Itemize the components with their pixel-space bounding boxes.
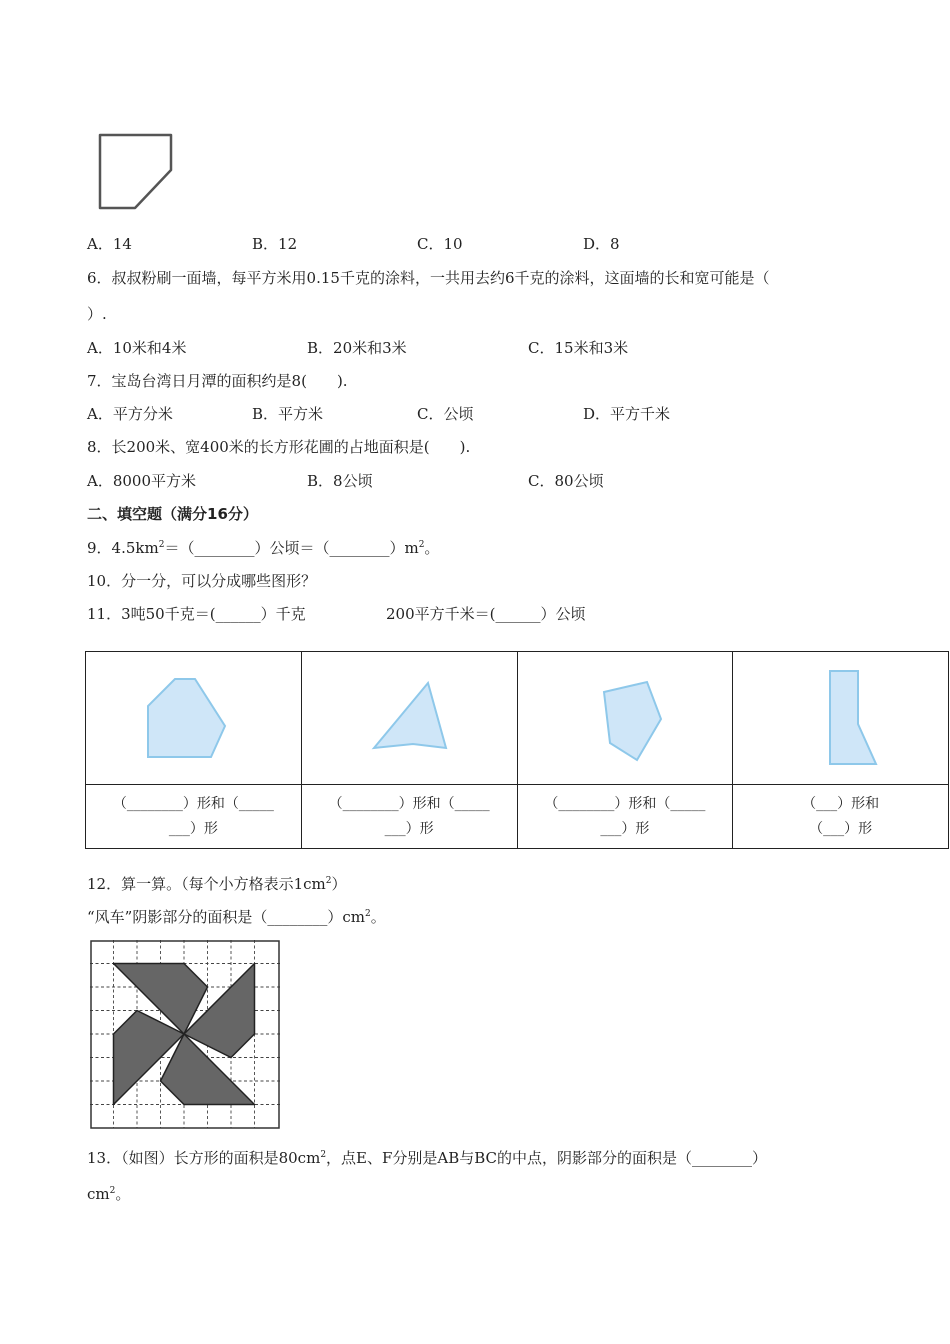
shape-split-table xyxy=(85,651,949,849)
triangle-shape xyxy=(309,658,509,778)
answer-blank-line1[interactable]: （________）形和（_____ xyxy=(544,795,706,812)
quadrilateral-shape xyxy=(525,658,725,778)
q5-option-c[interactable]: C．10 xyxy=(417,235,463,253)
q9-sup-1: 2 xyxy=(158,540,165,550)
q7-options xyxy=(87,404,887,424)
shape-cell-3 xyxy=(517,652,733,785)
answer-blank-line2[interactable]: ___）形 xyxy=(168,820,218,837)
q12-sub-text-2: 。 xyxy=(370,908,386,926)
q9-text-2: ＝（________）公顷＝（________）m xyxy=(164,539,419,557)
q6-option-a[interactable]: A．10米和4米 xyxy=(87,339,187,357)
q9-sup-2: 2 xyxy=(418,540,425,550)
pinwheel-grid-figure xyxy=(90,940,281,1130)
q6-option-b[interactable]: B．20米和3米 xyxy=(307,339,407,357)
pentagon-figure xyxy=(95,130,177,212)
q13-text-1: 13．（如图）长方形的面积是80cm xyxy=(87,1149,321,1167)
l-trapezoid-shape xyxy=(741,658,941,778)
answer-blank-line2[interactable]: ___）形 xyxy=(600,820,650,837)
q12-sub-sup: 2 xyxy=(364,909,371,919)
q7-option-a[interactable]: A．平方分米 xyxy=(87,405,173,423)
answer-blank-line1[interactable]: （________）形和（_____ xyxy=(328,795,490,812)
q13-text-2: ，点E、F分别是AB与BC的中点，阴影部分的面积是（________） xyxy=(326,1149,768,1167)
answer-blank-line1[interactable]: （________）形和（_____ xyxy=(112,795,274,812)
q13-question-line2 xyxy=(87,1184,130,1204)
q9-text-3: 。 xyxy=(424,539,440,557)
q7-option-c[interactable]: C．公顷 xyxy=(417,405,474,423)
q5-options xyxy=(87,234,887,254)
q12-sup: 2 xyxy=(325,876,332,886)
pentagon-shape xyxy=(93,658,293,778)
q12-text-2: ） xyxy=(331,875,347,893)
q8-options xyxy=(87,471,887,491)
answer-cell-3 xyxy=(517,785,733,849)
q12-question xyxy=(87,874,347,894)
q13-unit-sup: 2 xyxy=(109,1186,116,1196)
answer-cell-1 xyxy=(86,785,302,849)
q11-question-part1: 11．3吨50千克＝(______）千克 xyxy=(87,605,306,623)
q9-question xyxy=(87,538,439,558)
section-title: 二、填空题（满分16分） xyxy=(87,505,258,523)
q13-sup: 2 xyxy=(320,1150,327,1160)
q11-question-part2: 200平方千米＝(______）公顷 xyxy=(386,605,586,623)
q13-end: 。 xyxy=(115,1185,131,1203)
q13-unit: cm xyxy=(87,1185,110,1203)
shape-cell-4 xyxy=(733,652,949,785)
q10-question: 10．分一分，可以分成哪些图形？ xyxy=(87,572,317,590)
q12-sub-text-1: “风车”阴影部分的面积是（________）cm xyxy=(87,908,365,926)
q6-question-line1: 6．叔叔粉刷一面墙，每平方米用0.15千克的涂料，一共用去约6千克的涂料，这面墙的长和宽可能是（ xyxy=(87,269,770,287)
q7-option-d[interactable]: D．平方千米 xyxy=(583,405,671,423)
q8-option-c[interactable]: C．80公顷 xyxy=(528,472,604,490)
q8-option-a[interactable]: A．8000平方米 xyxy=(87,472,197,490)
answer-cell-4 xyxy=(733,785,949,849)
answer-blank-line2[interactable]: （___）形 xyxy=(809,820,873,837)
q13-question xyxy=(87,1148,767,1168)
q5-option-d[interactable]: D．8 xyxy=(583,235,620,253)
q9-text-1: 9．4.5km xyxy=(87,539,159,557)
q8-question: 8．长200米、宽400米的长方形花圃的占地面积是( ). xyxy=(87,438,471,456)
q12-text-1: 12．算一算。（每个小方格表示1cm xyxy=(87,875,326,893)
answer-blank-line2[interactable]: ___）形 xyxy=(384,820,434,837)
answer-blank-line1[interactable]: （___）形和 xyxy=(802,795,880,812)
q7-question: 7．宝岛台湾日月潭的面积约是8( ). xyxy=(87,372,348,390)
q6-options xyxy=(87,338,887,358)
answer-cell-2 xyxy=(301,785,517,849)
shape-cell-2 xyxy=(301,652,517,785)
q12-subquestion xyxy=(87,907,386,927)
q7-option-b[interactable]: B．平方米 xyxy=(252,405,324,423)
q5-option-a[interactable]: A．14 xyxy=(87,235,132,253)
q6-question-line2: ）. xyxy=(87,305,107,323)
pinwheel-shape xyxy=(114,964,255,1105)
shape-cell-1 xyxy=(86,652,302,785)
q5-option-b[interactable]: B．12 xyxy=(252,235,298,253)
q8-option-b[interactable]: B．8公顷 xyxy=(307,472,373,490)
q6-option-c[interactable]: C．15米和3米 xyxy=(528,339,629,357)
